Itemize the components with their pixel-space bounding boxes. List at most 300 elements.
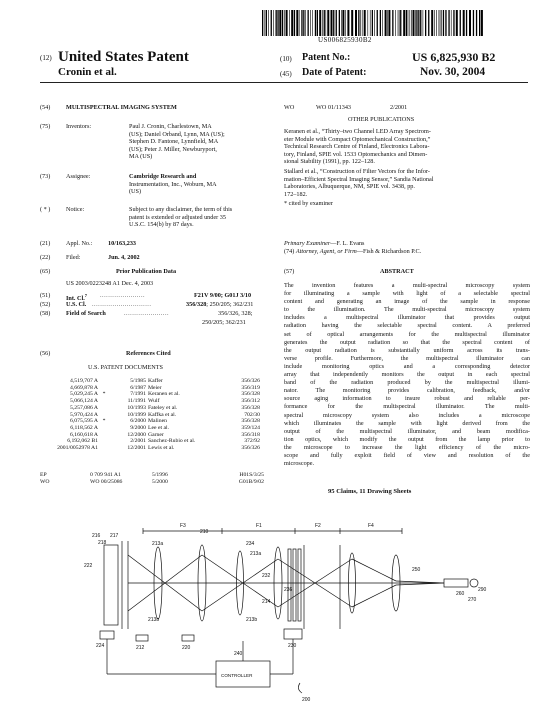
lamp-housing: [104, 545, 118, 625]
barcode-bar: [358, 10, 359, 36]
reference-cell: Wulf: [148, 398, 160, 405]
abstract-line: to the illumination. The multi-spectral microscopy system: [284, 306, 530, 314]
label-220: 220: [182, 645, 191, 651]
barcode-bar: [319, 10, 321, 36]
barcode-number: US006825930B2: [318, 36, 372, 44]
barcode-bar: [448, 10, 449, 36]
barcode-bar: [284, 10, 285, 36]
pub-line: 172–182.: [284, 190, 308, 198]
reference-cell: [100, 412, 110, 419]
abstract-line: verse profile. Furthermore, the multispectral illuminator can: [284, 354, 530, 362]
foreign-reference-row: [40, 472, 266, 479]
barcode-bar: [286, 10, 288, 36]
barcode-graphic: [262, 10, 484, 36]
foreign-docs-table: [40, 472, 266, 485]
abstract-line: set of optical arrangements for the multispectral illuminator: [284, 330, 530, 338]
detector-224: [100, 631, 114, 639]
label-260: 260: [456, 591, 465, 597]
barcode-bar: [368, 10, 369, 36]
barcode-bar: [408, 10, 409, 36]
barcode-bar: [431, 10, 433, 36]
label-224: 224: [96, 643, 105, 649]
code-22: (22): [40, 254, 51, 261]
reference-cell: 6,118,562 A: [70, 424, 98, 431]
inventor-line: Stephen D. Fantone, Lynnfield, MA: [129, 138, 219, 146]
reference-cell: 702/30: [244, 411, 260, 418]
abstract-line: tion optics, which modify the output from the lamp prior to: [284, 435, 530, 443]
dot-leader: .............................: [92, 301, 152, 308]
barcode-bar: [388, 10, 390, 36]
patent-drawing: [40, 511, 532, 706]
reference-cell: 12/2000: [127, 431, 146, 438]
reference-cell: 5/1996: [152, 472, 168, 478]
reference-row: [40, 398, 262, 405]
reference-cell: 356/318: [241, 431, 260, 438]
inventor-line: (US); Peter J. Miller, Newburyport,: [129, 145, 217, 153]
left-column: [40, 104, 272, 114]
label-222: 222: [84, 563, 93, 569]
code-57: (57): [284, 268, 295, 275]
us-docs-table-wrap: [40, 378, 262, 452]
notice-code: ( * ): [40, 206, 51, 213]
other-pubs-heading: OTHER PUBLICATIONS: [348, 116, 415, 123]
abstract-line: output of the multispectral illuminator, and beam modifica-: [284, 427, 530, 435]
code-56: (56): [40, 350, 51, 357]
barcode-bar: [387, 10, 388, 36]
barcode-bar: [327, 10, 329, 36]
us-cl-main: 356/328: [186, 301, 207, 308]
reference-cell: WO 00/25086: [90, 478, 123, 485]
barcode-bar: [443, 10, 444, 36]
reference-cell: [100, 425, 110, 432]
wo-date: 2/2001: [390, 104, 408, 111]
barcode-bar: [315, 10, 316, 36]
barcode-bar: [362, 10, 363, 36]
barcode-bar: [296, 10, 298, 36]
filed-date: Jun. 4, 2002: [108, 254, 140, 261]
barcode-bar: [294, 10, 295, 36]
abstract-line: scope and fully exploit field of view and resolution of the: [284, 451, 530, 459]
label-290: 290: [478, 587, 487, 593]
header-rule: [40, 82, 528, 83]
pub-line: Laboratories, Albuquerque, NM, SPIE vol. 3438, pp.: [284, 183, 415, 191]
reference-cell: 0 709 941 A1: [90, 472, 121, 478]
us-docs-heading: U.S. PATENT DOCUMENTS: [88, 364, 163, 371]
abstract-line: formance for the multispectral illuminator. The multi-: [284, 403, 530, 411]
barcode-bar: [341, 10, 342, 36]
barcode-bar: [479, 10, 480, 36]
barcode-bar: [398, 10, 399, 36]
notice-text: [129, 206, 279, 229]
reference-cell: 356/328: [241, 418, 260, 425]
abstract-line: band of the radiation produced by the multispectral illumi-: [284, 379, 530, 387]
code-73: (73): [40, 173, 51, 180]
reference-cell: EP: [40, 472, 47, 478]
date-label: Date of Patent:: [302, 67, 367, 78]
abstract-line: spectral microscopy system also includes a microscope: [284, 411, 530, 419]
barcode-bar: [268, 10, 269, 36]
int-cl-value: F21V 9/00; G01J 3/10: [194, 292, 252, 299]
reference-cell: 356/312: [241, 398, 260, 405]
reference-cell: 9/2000: [130, 424, 146, 431]
reference-cell: 356/328: [241, 391, 260, 398]
abstract-line: The invention features a multi-spectral microscopy system: [284, 282, 530, 289]
barcode-bar: [420, 10, 421, 36]
dot-leader: ......................: [124, 310, 170, 317]
examiner-name: —F. L. Evans: [330, 240, 365, 247]
reference-cell: 5/1985: [130, 378, 146, 384]
label-250: 250: [412, 567, 421, 573]
barcode-bar: [355, 10, 357, 36]
pub-line: tory, Finland, SPIE vol. 1533 Optomechanics and Dimen-: [284, 150, 428, 158]
abstract-line: content and generating an image of the sample in response: [284, 298, 530, 306]
reference-cell: 359/124: [241, 424, 260, 431]
barcode-bar: [399, 10, 400, 36]
barcode-bar: [351, 10, 353, 36]
foreign-reference-row: [40, 479, 266, 486]
pub-line: Keranen et al., “Thirty–two Channel LED Array Spectrom-: [284, 128, 431, 135]
label-f4: F4: [368, 523, 374, 529]
abstract-line: which illuminates the sample with light derived from the: [284, 419, 530, 427]
pub-line: mation–Efficient Spectral Imaging Sensor,” Sandia National: [284, 175, 434, 183]
barcode-bar: [271, 10, 272, 36]
barcode-bar: [473, 10, 474, 36]
code-74: (74): [284, 248, 295, 255]
label-210: 210: [200, 529, 209, 535]
barcode-bar: [481, 10, 483, 36]
barcode-bar: [439, 10, 440, 36]
barcode-bar: [451, 10, 452, 36]
label-240: 240: [234, 651, 243, 657]
barcode-bar: [277, 10, 278, 36]
reference-cell: Kaffer: [148, 378, 163, 384]
abstract-line: generates the output radiation so that the spectral content of: [284, 338, 530, 346]
reference-cell: 5,066,124 A: [70, 398, 98, 405]
invention-title: MULTISPECTRAL IMAGING SYSTEM: [66, 104, 177, 111]
assignee-label: Assignee:: [66, 173, 91, 180]
reference-cell: Meier: [148, 384, 162, 391]
abstract-text: [284, 282, 530, 468]
barcode-bar: [410, 10, 411, 36]
barcode-bar: [289, 10, 290, 36]
label-234: 234: [246, 541, 255, 547]
abstract-line: the microscope to increase the light efficiency of the micro-: [284, 443, 530, 451]
code-75: (75): [40, 123, 51, 130]
patent-type: United States Patent: [58, 49, 189, 65]
reference-cell: [100, 385, 110, 392]
barcode-bar: [331, 10, 333, 36]
prior-pub-value: US 2003/0223248 A1 Dec. 4, 2003: [66, 280, 154, 287]
dot-leader: ......................: [100, 292, 146, 299]
us-cl-value: ; 250/205; 362/231: [206, 301, 254, 308]
abstract-line: the output radiation is substantially uniform across its trans-: [284, 346, 530, 354]
reference-row: [40, 378, 262, 385]
barcode-bar: [416, 10, 417, 36]
barcode-bar: [476, 10, 477, 36]
notice-line: U.S.C. 154(b) by 87 days.: [129, 221, 194, 229]
reference-cell: 6,075,595 A: [70, 418, 98, 425]
code-52: (52): [40, 301, 51, 308]
barcode-bar: [326, 10, 327, 36]
barcode-bar: [301, 10, 302, 36]
barcode-bar: [377, 10, 378, 36]
barcode-bar: [303, 10, 304, 36]
barcode-bar: [400, 10, 401, 36]
barcode-bar: [291, 10, 293, 36]
reference-cell: Lewis et al.: [148, 445, 175, 452]
reference-cell: [100, 398, 110, 405]
abstract-line: source aging information to insure robust and reliable per-: [284, 395, 530, 403]
barcode-bar: [418, 10, 419, 36]
barcode-bar: [466, 10, 467, 36]
wo-number: WO 01/11343: [316, 104, 352, 111]
barcode-bar: [441, 10, 442, 36]
reference-cell: 5,257,086 A: [70, 404, 98, 411]
pub-line: Stallard et al., “Construction of Filter Vectors for the Infor-: [284, 168, 430, 175]
reference-row: [40, 405, 262, 412]
reference-cell: 5/2000: [152, 478, 168, 485]
code-51: (51): [40, 292, 51, 299]
int-cl-label: Int. Cl.$^7$: [66, 293, 87, 303]
reference-cell: 11/1991: [127, 398, 146, 405]
cited-by-examiner: * cited by examiner: [284, 200, 333, 207]
reference-row: [40, 418, 262, 425]
reference-cell: WO: [40, 478, 50, 485]
notice-line: Subject to any disclaimer, the term of this: [129, 206, 233, 213]
code-58: (58): [40, 310, 51, 317]
abstract-line: array that independently monitors the output in each spectral: [284, 371, 530, 379]
reference-row: [40, 412, 262, 419]
abstract-line: microscope.: [284, 460, 315, 468]
barcode-bar: [434, 10, 435, 36]
reference-cell: 372/92: [244, 438, 260, 445]
reference-cell: 6,160,618 A: [70, 431, 98, 438]
reference-row: [40, 385, 262, 392]
foreign-docs-table-wrap: [40, 472, 266, 485]
barcode-bar: [453, 10, 454, 36]
barcode-bar: [445, 10, 446, 36]
reference-row: [40, 438, 262, 445]
reference-cell: Garner: [148, 431, 164, 438]
reference-cell: 5,970,424 A: [70, 411, 98, 418]
patent-date: Nov. 30, 2004: [420, 66, 486, 78]
reference-cell: G01B/9/02: [238, 478, 264, 485]
reference-cell: H01S/3/25: [239, 472, 264, 478]
us-docs-table: [40, 378, 262, 452]
attorney-line: [284, 248, 530, 256]
abstract-heading: ABSTRACT: [380, 268, 414, 275]
label-f1: F1: [256, 523, 262, 529]
reference-cell: [100, 432, 110, 439]
abstract-line: include monitoring optics and a corresponding detector: [284, 362, 530, 370]
publication-1: [284, 128, 530, 166]
reference-cell: Kaffka et al.: [148, 411, 177, 418]
filter-236: [288, 549, 291, 621]
assignee: [129, 173, 279, 196]
filed-label: Filed:: [66, 254, 81, 261]
label-f2: F2: [315, 523, 321, 529]
label-213a-b: 213a: [250, 551, 262, 557]
appl-number: 10/163,233: [108, 240, 137, 247]
reference-row: [40, 445, 262, 452]
inventors-label: Inventors:: [66, 123, 92, 130]
reference-cell: Malinen: [148, 418, 167, 425]
barcode-bar: [374, 10, 375, 36]
barcode-bar: [413, 10, 415, 36]
reference-cell: [100, 438, 110, 445]
barcode-bar: [324, 10, 325, 36]
barcode-bar: [385, 10, 387, 36]
label-200: 200: [302, 697, 311, 703]
publication-2: [284, 168, 530, 198]
reference-cell: [100, 378, 110, 385]
code-65: (65): [40, 268, 51, 275]
abstract-line: for illuminating a sample with light of a selectable spectral: [284, 290, 530, 298]
barcode-bar: [392, 10, 393, 36]
reference-cell: 2/2001: [130, 438, 146, 445]
label-217: 217: [110, 533, 119, 539]
reference-cell: *: [102, 391, 106, 398]
reference-cell: 7/1991: [130, 391, 146, 398]
reference-cell: 6/1987: [130, 384, 146, 391]
code-10: (10): [280, 55, 292, 63]
abstract-line: radiation having the selectable spectral content. A preferred: [284, 322, 530, 330]
barcode-bar: [322, 10, 323, 36]
reference-cell: 356/326: [241, 445, 260, 452]
barcode-bar: [347, 10, 349, 36]
reference-cell: 4,669,878 A: [70, 384, 98, 391]
barcode-bar: [342, 10, 344, 36]
examiner-label: Primary Examiner: [284, 240, 331, 247]
reference-cell: Keranen et al.: [148, 391, 180, 398]
label-213b-b: 213b: [246, 617, 258, 623]
barcode-bar: [279, 10, 281, 36]
reference-cell: 356/328: [241, 404, 260, 411]
attorney-name: —Fish & Richardson P.C.: [356, 248, 422, 255]
label-213b: 213b: [148, 617, 160, 623]
code-54: (54): [40, 104, 51, 111]
code-21: (21): [40, 240, 51, 247]
reference-cell: 6,192,062 B1: [67, 438, 98, 445]
barcode-bar: [317, 10, 318, 36]
reference-row: [40, 425, 262, 432]
barcode-bar: [262, 10, 263, 36]
abstract-line: nator. The monitoring provides calibration, feedback, and/or: [284, 387, 530, 395]
pub-line: eter Module with Compact Optomechanical Construction,”: [284, 135, 431, 143]
label-214: 214: [262, 599, 271, 605]
barcode-bar: [339, 10, 340, 36]
examiner-line: [284, 240, 530, 248]
pub-line: sional Stability (1991), pp. 122–128.: [284, 158, 375, 166]
controller-label: CONTROLLER: [221, 673, 253, 678]
barcode-bar: [273, 10, 274, 36]
detector-230: [284, 629, 302, 639]
label-230: 230: [288, 643, 297, 649]
label-212: 212: [136, 645, 145, 651]
reference-cell: Sanchez-Rubio et al.: [148, 438, 196, 445]
code-45: (45): [280, 70, 292, 78]
barcode-bar: [436, 10, 437, 36]
claims-sheets: 95 Claims, 11 Drawing Sheets: [328, 488, 412, 495]
assignee-line: Cambridge Research and: [129, 173, 197, 180]
barcode-bar: [469, 10, 471, 36]
barcode-bar: [440, 10, 441, 36]
barcode-bar: [312, 10, 313, 36]
reference-cell: [100, 405, 110, 412]
barcode-bar: [266, 10, 267, 36]
wo-country: WO: [284, 104, 295, 111]
barcode-bar: [308, 10, 309, 36]
label-236: 236: [284, 587, 293, 593]
barcode-bar: [380, 10, 381, 36]
inventor-line: MA (US): [129, 153, 153, 161]
reference-row: [40, 432, 262, 439]
reference-cell: *: [102, 418, 106, 425]
barcode-bar: [423, 10, 424, 36]
reference-cell: 356/326: [241, 378, 260, 384]
barcode-bar: [406, 10, 407, 36]
barcode: [262, 10, 484, 36]
reference-cell: Lee et al.: [148, 424, 169, 431]
barcode-bar: [333, 10, 334, 36]
barcode-bar: [265, 10, 266, 36]
field-search-value-2: 250/205; 362/231: [202, 319, 246, 326]
reference-cell: 12/2001: [127, 445, 146, 452]
barcode-bar: [382, 10, 383, 36]
attorney-label: Attorney, Agent, or Firm: [295, 248, 357, 255]
patent-no-label: Patent No.:: [302, 52, 351, 63]
appl-label: Appl. No.:: [66, 240, 93, 247]
barcode-bar: [403, 10, 405, 36]
reference-cell: 356/319: [241, 384, 260, 391]
reference-cell: 6/2000: [130, 418, 146, 425]
barcode-bar: [282, 10, 283, 36]
reference-cell: 10/1993: [127, 404, 146, 411]
references-heading: References Cited: [126, 350, 171, 357]
barcode-bar: [310, 10, 311, 36]
pub-line: Technical Research Centre of Finland, Electronics Labora-: [284, 143, 430, 151]
barcode-bar: [395, 10, 396, 36]
barcode-bar: [276, 10, 277, 36]
code-12: (12): [40, 54, 52, 62]
inventor-short: Cronin et al.: [58, 66, 117, 78]
barcode-bar: [460, 10, 461, 36]
barcode-bar: [463, 10, 465, 36]
barcode-bar: [360, 10, 361, 36]
barcode-bar: [299, 10, 300, 36]
barcode-bar: [415, 10, 416, 36]
assignee-line: Instrumentation, Inc., Woburn, MA: [129, 180, 217, 188]
barcode-bar: [428, 10, 429, 36]
barcode-bar: [411, 10, 412, 36]
assignee-line: (US): [129, 188, 142, 196]
us-cl-label: U.S. Cl.: [66, 301, 87, 308]
patent-number: US 6,825,930 B2: [412, 50, 496, 64]
barcode-bar: [372, 10, 373, 36]
label-270: 270: [468, 597, 477, 603]
label-232: 232: [262, 573, 271, 579]
label-213a: 213a: [152, 541, 164, 547]
abstract-line: includes a multispectral illuminator that provides output: [284, 314, 530, 322]
barcode-bar: [370, 10, 371, 36]
reference-cell: Fateley et al.: [148, 404, 178, 411]
reference-cell: 4,519,707 A: [70, 378, 98, 384]
prior-pub-heading: Prior Publication Data: [116, 268, 177, 275]
inventor-line: (US); Daniel Orband, Lynn, MA (US);: [129, 130, 225, 138]
field-search-label: Field of Search: [66, 310, 106, 317]
reference-cell: 2001/0052978 A1: [57, 445, 98, 452]
barcode-bar: [336, 10, 337, 36]
